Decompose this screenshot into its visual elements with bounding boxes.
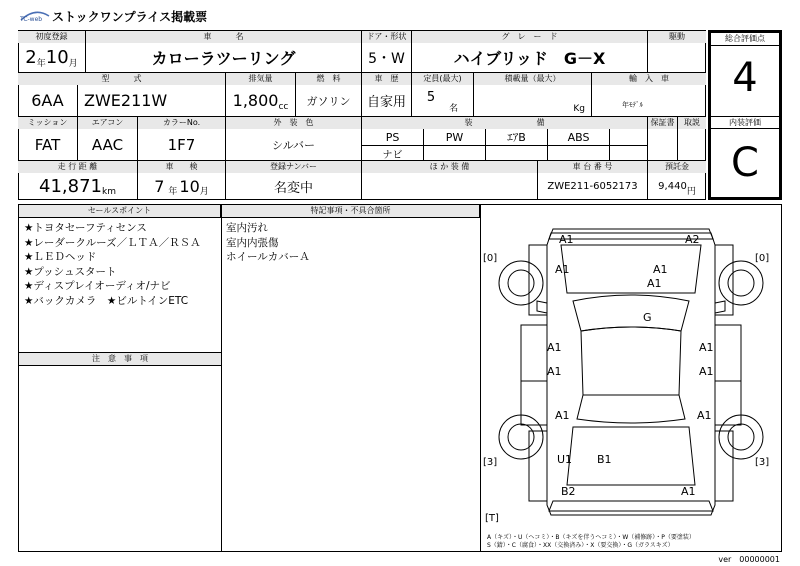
- chassis-value: ZWE211-6052173: [538, 173, 648, 199]
- tire-label-front-left: [0]: [483, 253, 498, 264]
- hdr-model: 型 式: [18, 73, 226, 85]
- hdr-displacement: 排気量: [226, 73, 296, 85]
- hdr-door: ドア・形状: [362, 31, 412, 43]
- model-prefix: 6AA: [18, 85, 78, 116]
- overall-score: 4: [732, 55, 758, 101]
- hdr-interior-score: 内装評価: [711, 117, 779, 129]
- defects-heading: 特記事項・不具合箇所: [222, 205, 480, 218]
- hdr-manual: 取説: [678, 117, 706, 129]
- damage-mark: A1: [699, 365, 714, 378]
- damage-mark: A1: [547, 341, 562, 354]
- deposit-unit: 円: [686, 187, 696, 197]
- reg-year: 2: [25, 47, 37, 68]
- reg-month: 10: [45, 47, 69, 68]
- car-damage-diagram: [481, 205, 781, 551]
- damage-mark: G: [643, 311, 652, 324]
- tire-label-rear-right: [3]: [755, 457, 770, 468]
- damage-mark: A1: [697, 409, 712, 422]
- hood: [561, 245, 701, 293]
- equip-ps: PS: [362, 129, 424, 145]
- fuel-value: ガソリン: [296, 85, 362, 116]
- hdr-body-color: 外 装 色: [226, 117, 362, 129]
- mileage-value: [18, 173, 138, 199]
- defect-item: ホイールカバーＡ: [226, 251, 310, 263]
- damage-mark: B2: [561, 485, 576, 498]
- load-unit: Kg: [573, 104, 585, 114]
- version-label: ver 00000001: [718, 555, 780, 564]
- damage-mark: A1: [653, 263, 668, 276]
- equip-navi: ナビ: [362, 146, 424, 160]
- brand-logo: [18, 8, 52, 22]
- aircon-value: AAC: [78, 129, 138, 160]
- interior-score: C: [731, 140, 759, 186]
- damage-mark: B1: [597, 453, 612, 466]
- equip-airbag: ｴｱB: [486, 129, 548, 145]
- equip-pw: PW: [424, 129, 486, 145]
- hdr-chassis: 車 台 番 号: [538, 161, 648, 173]
- capacity-value: [412, 85, 474, 116]
- reg-year-unit: 年: [36, 59, 46, 69]
- inspection-month: 10: [179, 176, 200, 196]
- legend-line-2: S（錆）・C（腐食）・XX（交換済み）・X（要交換）・G（ガラスキズ）: [487, 542, 674, 549]
- damage-mark: A1: [547, 365, 562, 378]
- hdr-inspection: 車 検: [138, 161, 226, 173]
- equip-blank2: [424, 146, 486, 160]
- damage-mark: A1: [647, 277, 662, 290]
- tire-label-front-right: [0]: [755, 253, 770, 264]
- equip-abs: ABS: [548, 129, 610, 145]
- mission-value: FAT: [18, 129, 78, 160]
- legend-line-1: A（キズ）・U（ヘコミ）・B（キズを伴うヘコミ）・W（補修跡）・P（要塗装）: [487, 534, 695, 541]
- tire-front-left: [499, 261, 543, 305]
- hdr-grade: グ レ ー ド: [412, 31, 648, 43]
- sales-point-item: ★ＬＥＤヘッド: [24, 251, 97, 263]
- damage-mark: U1: [557, 453, 573, 466]
- history-value: 自家用: [362, 85, 412, 116]
- mirror-left: [537, 301, 547, 313]
- capacity-unit: 名: [449, 104, 459, 114]
- brand-logo-icon: [18, 9, 52, 23]
- sales-point-item: ★バックカメラ ★ビルトインETC: [24, 294, 189, 307]
- hdr-load: 積載量（最大）: [474, 73, 592, 85]
- displacement-value: [226, 85, 296, 116]
- mileage-unit: km: [102, 187, 116, 197]
- import-year-unit: 年ﾓﾃﾞﾙ: [622, 101, 643, 109]
- rear-bumper: [549, 501, 713, 511]
- hdr-equipment: 装 備: [362, 117, 648, 129]
- defect-item: 室内内張傷: [226, 236, 279, 249]
- hdr-history: 車 歴: [362, 73, 412, 85]
- sales-points-heading: セールスポイント: [19, 205, 221, 218]
- damage-mark: A2: [685, 233, 700, 246]
- reg-month-unit: 月: [68, 59, 78, 69]
- door-rear-left: [521, 381, 547, 425]
- displacement-unit: cc: [278, 102, 289, 112]
- deposit-value: [648, 173, 706, 199]
- door-front-right: [715, 325, 741, 381]
- load-value: [474, 85, 592, 116]
- roof: [581, 327, 681, 395]
- car-name-value: カローラツーリング: [86, 43, 362, 72]
- fender-rear-left: [529, 431, 547, 501]
- sales-point-item: ★レーダークルーズ／ＬＴＡ／ＲＳＡ: [24, 236, 201, 249]
- damage-mark: A1: [555, 263, 570, 276]
- inspection-month-unit: 月: [199, 187, 209, 197]
- color-no-value: 1F7: [138, 129, 226, 160]
- spare-tire-label: [T]: [485, 513, 499, 524]
- grade-value: ハイブリッド G－X: [412, 43, 648, 72]
- hdr-warranty: 保証書: [648, 117, 678, 129]
- inspection-value: [138, 173, 226, 199]
- damage-mark: A1: [681, 485, 696, 498]
- damage-mark: A1: [555, 409, 570, 422]
- drive-value: [648, 43, 706, 72]
- sales-point-item: ★ディスプレイオーディオ/ナビ: [24, 280, 171, 292]
- hdr-overall-score: 総合評価点: [711, 33, 779, 45]
- capacity-number: 5: [426, 90, 436, 105]
- hdr-fuel: 燃 料: [296, 73, 362, 85]
- mileage-number: 41,871: [39, 175, 102, 197]
- page-title: ストックワンプライス掲載票: [52, 10, 208, 24]
- equip-blank5: [610, 146, 648, 160]
- sales-points-list: [24, 221, 220, 308]
- hdr-mileage: 走 行 距 離: [18, 161, 138, 173]
- hdr-other-equip: ほ か 装 備: [362, 161, 538, 173]
- car-body-outline: [547, 233, 715, 515]
- door-value: 5・W: [362, 43, 412, 72]
- inspection-year: 7: [154, 176, 165, 196]
- notes-heading: 注 意 事 項: [19, 353, 221, 366]
- model-code: ZWE211W: [78, 85, 226, 116]
- damage-mark: A1: [559, 233, 574, 246]
- hdr-aircon: エアコン: [78, 117, 138, 129]
- equip-blank1: [610, 129, 648, 145]
- import-value: [592, 85, 706, 116]
- brand-logo-text: TC-web: [20, 16, 43, 23]
- equip-blank3: [486, 146, 548, 160]
- rear-glass: [577, 395, 685, 423]
- defects-list: [226, 221, 476, 265]
- equip-blank4: [548, 146, 610, 160]
- first-reg-value: [18, 43, 86, 72]
- door-front-left: [521, 325, 547, 381]
- fender-front-right: [715, 245, 733, 315]
- trunk-lid: [567, 427, 695, 485]
- body-color-value: シルバー: [226, 129, 362, 160]
- fender-rear-right: [715, 431, 733, 501]
- sales-point-item: ★トヨタセーフティセンス: [24, 222, 147, 234]
- hdr-price: 預託金: [648, 161, 706, 173]
- hdr-plate: 登録ナンバー: [226, 161, 362, 173]
- hdr-mission: ミッション: [18, 117, 78, 129]
- hdr-car-name: 車 名: [86, 31, 362, 43]
- plate-value: 名変中: [226, 173, 362, 199]
- deposit-number: 9,440: [658, 180, 687, 192]
- damage-mark: A1: [699, 341, 714, 354]
- mirror-right: [715, 301, 725, 313]
- hdr-first-reg: 初度登録: [18, 31, 86, 43]
- inspection-year-unit: 年: [168, 187, 178, 197]
- hdr-import: 輸 入 車: [592, 73, 706, 85]
- hdr-capacity: 定員(最大): [412, 73, 474, 85]
- windshield: [573, 295, 689, 331]
- displacement-number: 1,800: [232, 91, 279, 110]
- warranty-value: [648, 129, 678, 160]
- fender-front-left: [529, 245, 547, 315]
- tire-front-right: [719, 261, 763, 305]
- defect-item: 室内汚れ: [226, 222, 268, 234]
- hdr-color-no: カラーNo.: [138, 117, 226, 129]
- hdr-drive: 駆動: [648, 31, 706, 43]
- door-rear-right: [715, 381, 741, 425]
- other-equip-value: [362, 173, 538, 199]
- sales-point-item: ★プッシュスタート: [24, 265, 117, 278]
- tire-label-rear-left: [3]: [483, 457, 498, 468]
